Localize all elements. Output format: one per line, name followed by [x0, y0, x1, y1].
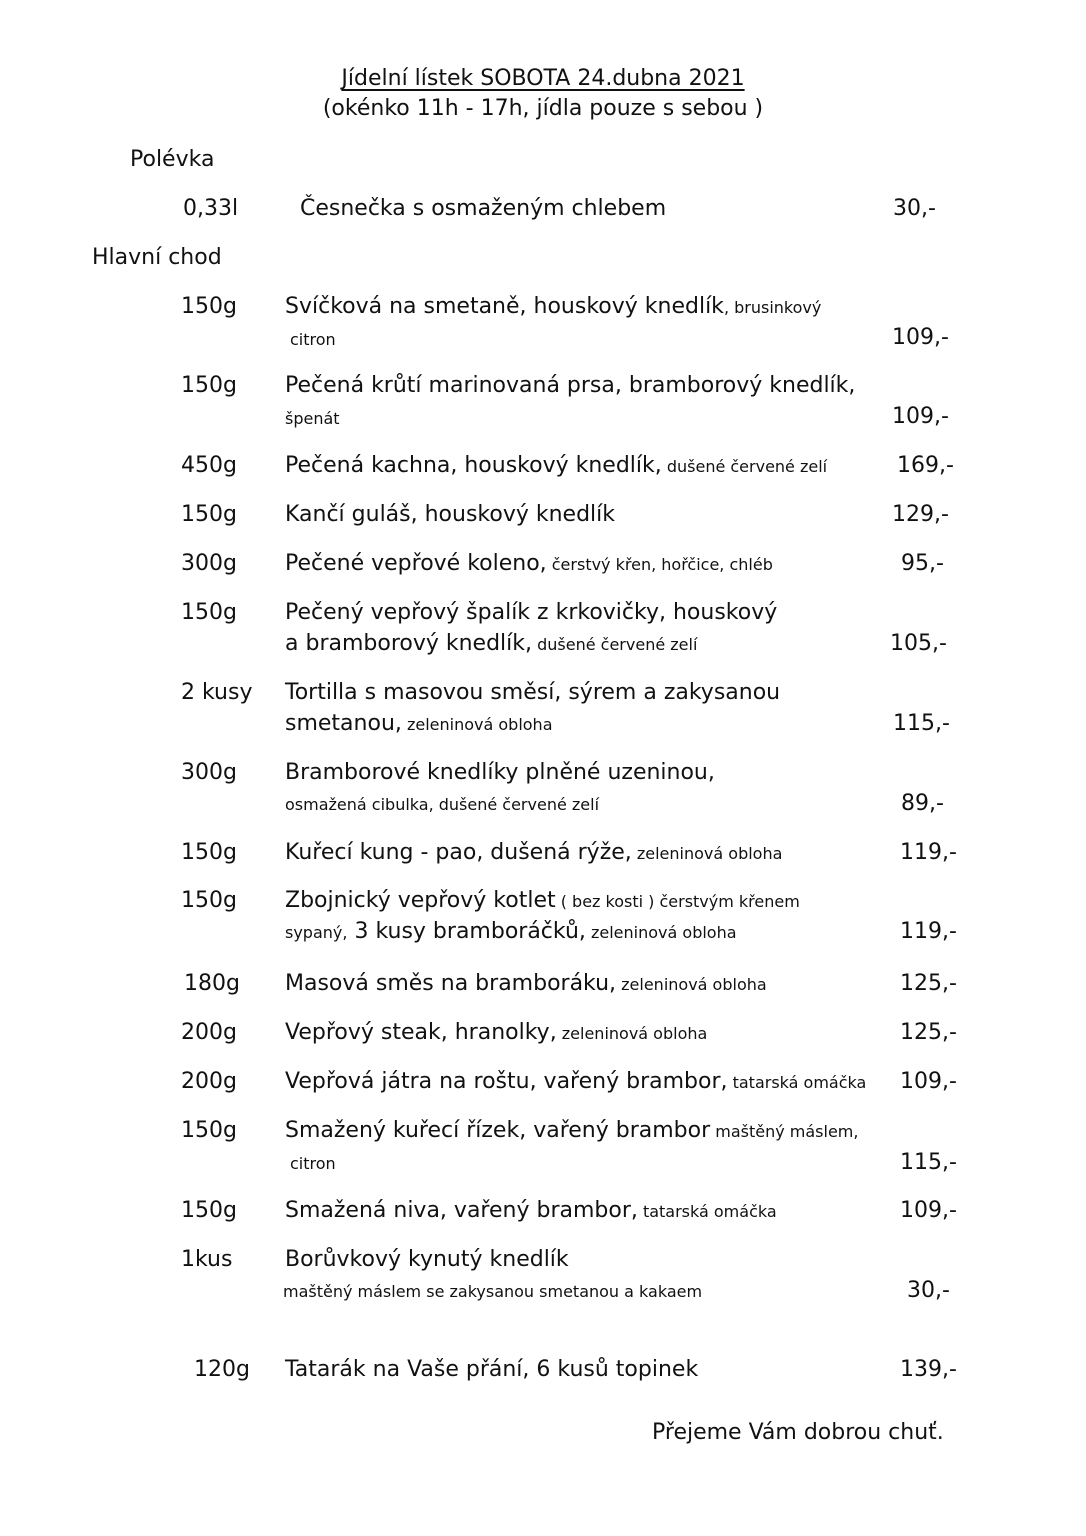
- item-side-text: maštěný máslem se zakysanou smetanou a kakaem: [283, 1282, 703, 1301]
- item-description-line: [285, 631, 697, 656]
- item-quantity: 2 kusy: [181, 680, 253, 705]
- item-quantity: 150g: [181, 600, 237, 625]
- item-quantity: 120g: [194, 1357, 250, 1382]
- item-quantity: 150g: [181, 502, 237, 527]
- item-quantity: 300g: [181, 551, 237, 576]
- item-description-line: [285, 294, 821, 319]
- item-main-text: Pečené vepřové koleno,: [285, 551, 547, 576]
- item-side-text: , brusinkový: [723, 298, 822, 317]
- item-price: 30,-: [907, 1278, 950, 1303]
- item-description-line: [285, 453, 827, 478]
- item-side-text: tatarská omáčka: [727, 1073, 867, 1092]
- item-quantity: 200g: [181, 1020, 237, 1045]
- item-description-line: [285, 1069, 866, 1094]
- item-main-text: 3 kusy bramboráčků,: [347, 919, 586, 944]
- item-quantity: 0,33l: [183, 196, 239, 221]
- item-price: 109,-: [892, 325, 949, 350]
- item-price: 109,-: [892, 404, 949, 429]
- item-price: 109,-: [900, 1198, 957, 1223]
- item-quantity: 200g: [181, 1069, 237, 1094]
- item-description-line: [285, 971, 767, 996]
- item-price: 115,-: [900, 1150, 957, 1175]
- item-side-text: čerstvý křen, hořčice, chléb: [546, 555, 773, 574]
- item-quantity: 150g: [181, 888, 237, 913]
- item-main-text: Tatarák na Vaše přání, 6 kusů topinek: [285, 1357, 699, 1382]
- item-side-text: dušené červené zelí: [532, 635, 698, 654]
- item-side-text: citron: [290, 1154, 336, 1173]
- item-side-text: zeleninová obloha: [585, 923, 737, 942]
- item-side-text: špenát: [285, 409, 340, 428]
- item-main-text: Kančí guláš, houskový knedlík: [285, 502, 616, 527]
- section-heading-main: Hlavní chod: [92, 245, 222, 270]
- item-side-text: zeleninová obloha: [631, 844, 783, 863]
- item-main-text: Kuřecí kung - pao, dušená rýže,: [285, 840, 632, 865]
- item-description-line: [285, 551, 773, 576]
- item-side-text: zeleninová obloha: [401, 715, 553, 734]
- item-description-line: [285, 1118, 858, 1143]
- item-name: Česnečka s osmaženým chlebem: [300, 196, 667, 221]
- item-quantity: 150g: [181, 1118, 237, 1143]
- item-main-text: a bramborový knedlík,: [285, 631, 533, 656]
- page-subtitle: (okénko 11h - 17h, jídla pouze s sebou ): [322, 96, 764, 121]
- item-side-text: citron: [290, 330, 336, 349]
- item-description-line: [285, 919, 737, 944]
- item-description-line: [285, 1020, 707, 1045]
- section-heading-soup: Polévka: [130, 147, 215, 172]
- item-main-text: Smažený kuřecí řízek, vařený brambor: [285, 1118, 711, 1143]
- item-main-text: Smažená niva, vařený brambor,: [285, 1198, 638, 1223]
- item-main-text: Zbojnický vepřový kotlet: [285, 888, 556, 913]
- item-quantity: 180g: [184, 971, 240, 996]
- item-main-text: Vepřový steak, hranolky,: [285, 1020, 557, 1045]
- item-description-line: [285, 1198, 777, 1223]
- item-price: 119,-: [900, 840, 957, 865]
- item-side-text: dušené červené zelí: [661, 457, 828, 476]
- item-main-text: Masová směs na bramboráku,: [285, 971, 617, 996]
- item-price: 95,-: [901, 551, 944, 576]
- item-price: 119,-: [900, 919, 957, 944]
- item-main-text: Tortilla s masovou směsí, sýrem a zakysanou: [285, 680, 781, 705]
- item-main-text: Bramborové knedlíky plněné uzeninou,: [285, 760, 715, 785]
- item-quantity: 1kus: [181, 1247, 233, 1272]
- item-side-text: osmažená cibulka, dušené červené zelí: [285, 795, 600, 814]
- item-price: 89,-: [901, 791, 944, 816]
- item-side-text: zeleninová obloha: [616, 975, 767, 994]
- item-quantity: 150g: [181, 294, 237, 319]
- item-main-text: Pečený vepřový špalík z krkovičky, houskový: [285, 600, 778, 625]
- item-price: 115,-: [893, 711, 950, 736]
- page-title: Jídelní lístek SOBOTA 24.dubna 2021: [341, 66, 745, 91]
- item-price: 109,-: [900, 1069, 957, 1094]
- item-side-text: ( bez kosti ) čerstvým křenem: [555, 892, 800, 911]
- item-price: 105,-: [890, 631, 947, 656]
- item-side-text: maštěný máslem,: [710, 1122, 859, 1141]
- item-main-text: Pečená kachna, houskový knedlík,: [285, 453, 662, 478]
- item-price: 125,-: [900, 971, 957, 996]
- item-side-text: zeleninová obloha: [556, 1024, 708, 1043]
- item-description-line: [285, 888, 800, 913]
- item-main-text: smetanou,: [285, 711, 402, 736]
- item-price: 139,-: [900, 1357, 957, 1382]
- item-quantity: 450g: [181, 453, 237, 478]
- item-description-line: [285, 711, 553, 736]
- item-price: 125,-: [900, 1020, 957, 1045]
- item-quantity: 150g: [181, 373, 237, 398]
- item-side-text: tatarská omáčka: [637, 1202, 777, 1221]
- item-price: 169,-: [897, 453, 954, 478]
- item-quantity: 300g: [181, 760, 237, 785]
- item-side-text: sypaný,: [285, 923, 348, 942]
- item-price: 30,-: [893, 196, 936, 221]
- item-main-text: Borůvkový kynutý knedlík: [285, 1247, 569, 1272]
- item-main-text: Svíčková na smetaně, houskový knedlík: [285, 294, 724, 319]
- item-quantity: 150g: [181, 1198, 237, 1223]
- item-main-text: Pečená krůtí marinovaná prsa, bramborový knedlík,: [285, 373, 856, 398]
- item-quantity: 150g: [181, 840, 237, 865]
- item-price: 129,-: [892, 502, 949, 527]
- item-description-line: [285, 840, 782, 865]
- closing-wish: Přejeme Vám dobrou chuť.: [652, 1420, 944, 1445]
- item-main-text: Vepřová játra na roštu, vařený brambor,: [285, 1069, 728, 1094]
